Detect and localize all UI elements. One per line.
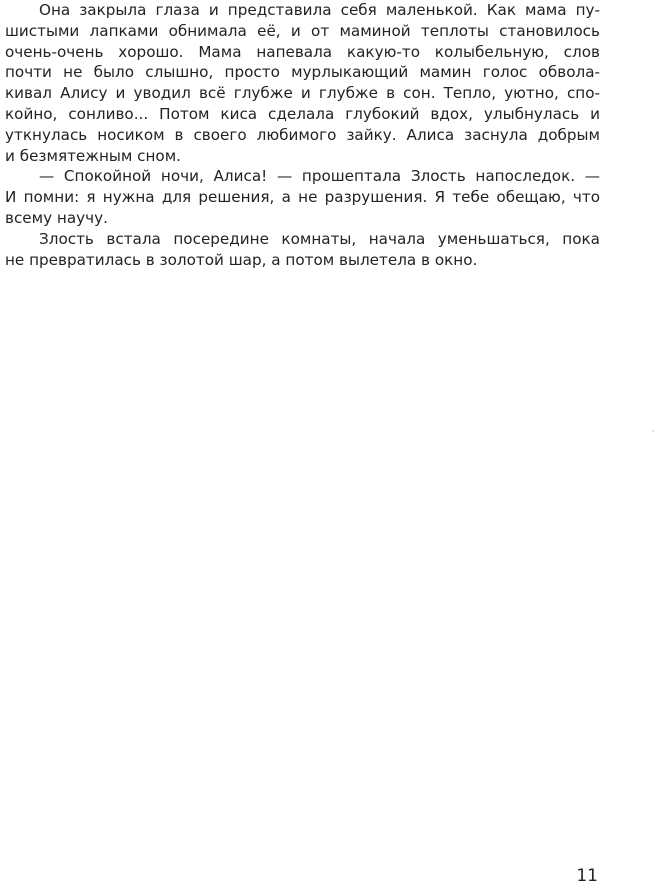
text-line: не превратилась в золотой шар, а потом вылетела в окно. [5,250,478,269]
text-line: — Спокойной ночи, Алиса! — прошептала Злость напоследок. — [39,167,600,186]
text-line: почти не было слышно, просто мурлыкающий мамин голос обвола- [5,63,600,82]
text-line: койно, сонливо... Потом киса сделала глубокий вдох, улыбнулась и [5,104,600,123]
paragraph-3 [5,229,600,271]
scan-speck [652,430,654,432]
text-line: всему научу. [5,208,108,227]
text-line: очень-очень хорошо. Мама напевала какую-то колыбельную, слов [5,42,600,61]
text-line: Злость встала посередине комнаты, начала уменьшаться, пока [39,229,600,248]
text-line: Она закрыла глаза и представила себя маленькой. Как мама пу- [39,1,600,19]
text-line: и безмятежным сном. [5,146,182,165]
page-number: 11 [576,866,598,886]
text-line: уткнулась носиком в своего любимого зайку. Алиса заснула добрым [5,125,600,144]
paragraph-1 [5,0,600,166]
text-line: шистыми лапками обнимала её, и от маминой теплоты становилось [5,21,600,40]
main-text [5,0,600,270]
text-line: И помни: я нужна для решения, а не разрушения. Я тебе обещаю, что [5,188,600,207]
paragraph-2 [5,166,600,228]
text-line: кивал Алису и уводил всё глубже и глубже в сон. Тепло, уютно, спо- [5,84,600,103]
